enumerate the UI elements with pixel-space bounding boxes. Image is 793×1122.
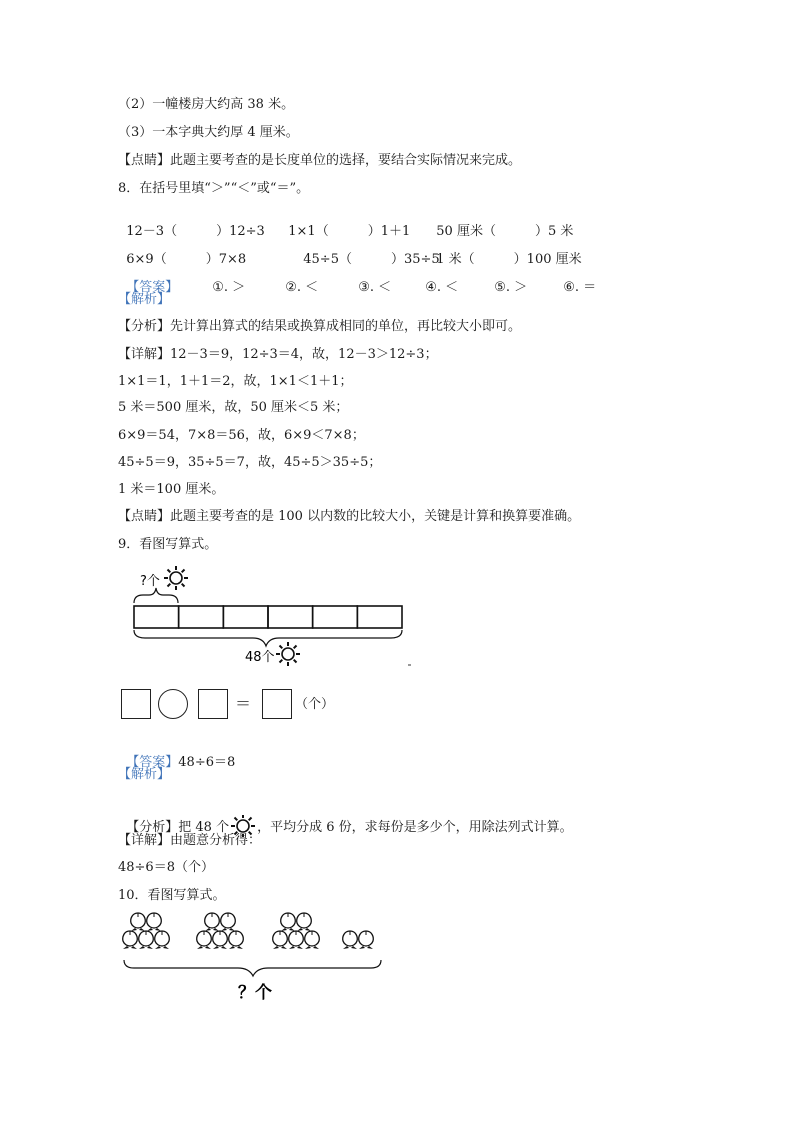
answer-box[interactable] bbox=[262, 689, 292, 719]
bar-segment bbox=[357, 606, 402, 628]
peach-icon bbox=[131, 913, 145, 931]
analysis-label: 【解析】 bbox=[118, 292, 171, 307]
peach-icon bbox=[123, 931, 137, 949]
peach-icon bbox=[155, 931, 169, 949]
peach-icon bbox=[221, 913, 235, 931]
analysis-line bbox=[118, 799, 573, 837]
comment-line: 【点睛】此题主要考查的是 100 以内数的比较大小，关键是计算和换算要准确。 bbox=[118, 509, 581, 524]
sun-icon bbox=[276, 642, 300, 666]
compare-item: 45÷5（ ）35÷5 bbox=[303, 252, 440, 267]
answer-value: 48÷6＝8 bbox=[178, 755, 236, 770]
answer-8 bbox=[118, 264, 596, 296]
analysis-line: 【分析】先计算出算式的结果或换算成相同的单位，再比较大小即可。 bbox=[118, 319, 522, 334]
detail-line: 【详解】由题意分析得： bbox=[118, 833, 262, 848]
question-8-title: 8．在括号里填“＞”“＜”或“＝”。 bbox=[118, 181, 310, 196]
compare-item: 1×1（ ）1＋1 bbox=[288, 224, 411, 239]
answer-item: ④. ＜ bbox=[425, 280, 459, 295]
answer-label: 【答案】 bbox=[126, 280, 179, 295]
fig9-bottom-label: 48个 bbox=[245, 650, 275, 665]
unit-label: （个） bbox=[295, 697, 335, 712]
fig10-label: ？个 bbox=[238, 983, 272, 1003]
answer-item: ⑥. ＝ bbox=[563, 280, 597, 295]
analysis-text: ，平均分成 6 份，求每份是多少个，用除法列式计算。 bbox=[257, 820, 573, 835]
text-line: （2）一幢楼房大约高 38 米。 bbox=[118, 97, 295, 112]
detail-line: 1 米＝100 厘米。 bbox=[118, 482, 225, 497]
peach-icon bbox=[273, 931, 287, 949]
peach-icon bbox=[297, 913, 311, 931]
comment-line: 【点睛】此题主要考查的是长度单位的选择，要结合实际情况来完成。 bbox=[118, 153, 522, 168]
peach-icon bbox=[289, 931, 303, 949]
peach-icon bbox=[139, 931, 153, 949]
peach-icon bbox=[213, 931, 227, 949]
compare-item: 50 厘米（ ）5 米 bbox=[436, 224, 574, 239]
result-line: 48÷6＝8（个） bbox=[118, 860, 214, 875]
peach-icon bbox=[205, 913, 219, 931]
answer-box[interactable] bbox=[198, 689, 228, 719]
compare-item: 6×9（ ）7×8 bbox=[126, 252, 247, 267]
peach-icon bbox=[359, 931, 373, 949]
question-9-figure bbox=[125, 560, 415, 670]
compare-item: 1 米（ ）100 厘米 bbox=[436, 252, 582, 267]
detail-line: 5 米＝500 厘米，故，50 厘米＜5 米； bbox=[118, 400, 349, 415]
bar-segment bbox=[268, 606, 313, 628]
sun-icon bbox=[164, 566, 188, 590]
peach-icon bbox=[305, 931, 319, 949]
peach-icon bbox=[229, 931, 243, 949]
detail-line: 【详解】12－3＝9，12÷3＝4，故，12－3＞12÷3； bbox=[118, 347, 438, 362]
detail-line: 45÷5＝9，35÷5＝7，故，45÷5＞35÷5； bbox=[118, 455, 382, 470]
peach-icon bbox=[197, 931, 211, 949]
operator-circle[interactable] bbox=[158, 689, 188, 719]
answer-box[interactable] bbox=[121, 689, 151, 719]
text-line: （3）一本字典大约厚 4 厘米。 bbox=[118, 125, 299, 140]
peach-icon bbox=[147, 913, 161, 931]
equals-sign: ＝ bbox=[235, 694, 252, 713]
top-brace bbox=[134, 588, 178, 603]
compare-item: 12－3（ ）12÷3 bbox=[126, 224, 265, 239]
answer-item: ①. ＞ bbox=[212, 280, 246, 295]
answer-item: ⑤. ＞ bbox=[494, 280, 528, 295]
bottom-brace bbox=[134, 630, 402, 646]
answer-item: ③. ＜ bbox=[358, 280, 392, 295]
bar-segment bbox=[179, 606, 224, 628]
analysis-label: 【解析】 bbox=[118, 767, 171, 782]
question-10-title: 10．看图写算式。 bbox=[118, 888, 226, 903]
question-10-figure bbox=[118, 908, 393, 1008]
question-9-title: 9．看图写算式。 bbox=[118, 537, 218, 552]
detail-line: 6×9＝54，7×8＝56，故，6×9＜7×8； bbox=[118, 428, 365, 443]
answer-item: ②. ＜ bbox=[285, 280, 319, 295]
fig9-top-label: ?个 bbox=[140, 574, 160, 589]
peach-icon bbox=[343, 931, 357, 949]
bar-segment bbox=[223, 606, 268, 628]
bar-segment bbox=[134, 606, 179, 628]
analysis-text: 【分析】把 48 个 bbox=[126, 820, 230, 835]
bar-segment bbox=[313, 606, 358, 628]
bar-segments bbox=[134, 606, 402, 628]
detail-line: 1×1＝1，1＋1＝2，故，1×1＜1＋1； bbox=[118, 374, 353, 389]
answer-label: 【答案】 bbox=[126, 755, 179, 770]
peach-icon bbox=[281, 913, 295, 931]
peach-groups bbox=[123, 913, 373, 949]
bottom-brace bbox=[124, 960, 381, 976]
